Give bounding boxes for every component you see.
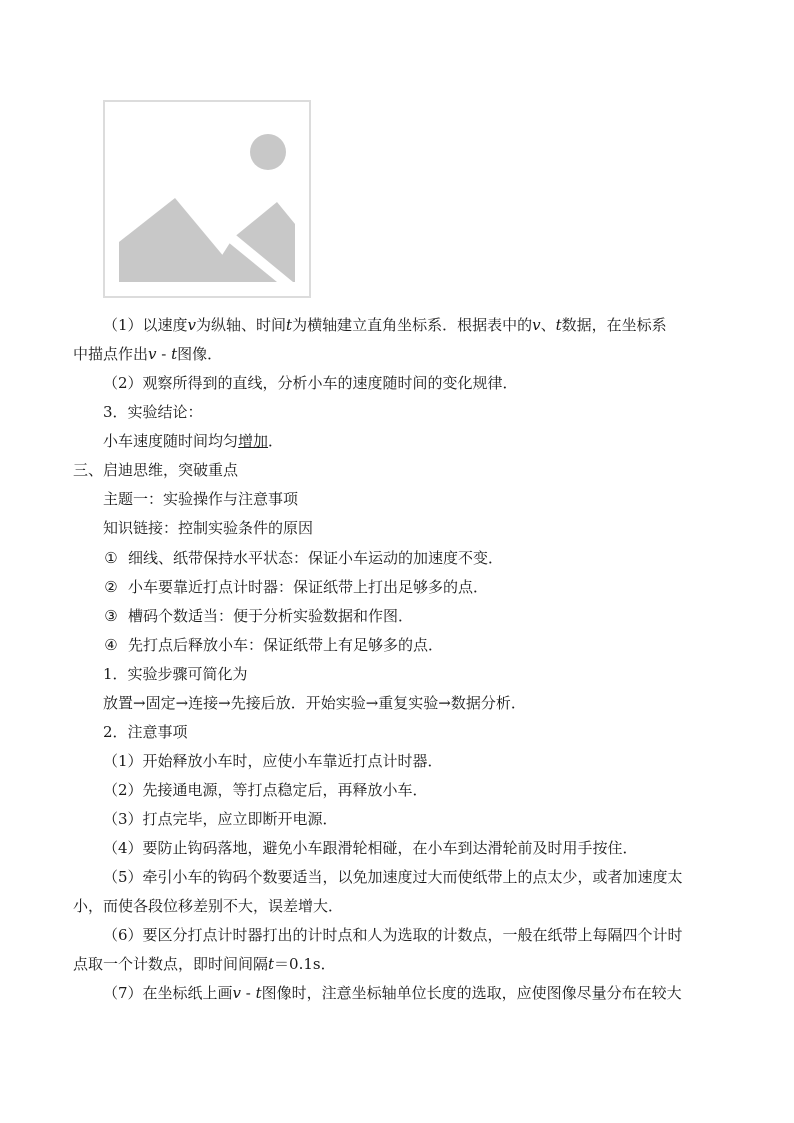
knowledge-link: 知识链接：控制实验条件的原因 [103, 519, 314, 537]
section-heading-3: 三、启迪思维，突破重点 [73, 461, 239, 479]
notes-title: 2．注意事项 [103, 723, 188, 741]
para-2: （2）观察所得到的直线，分析小车的速度随时间的变化规律． [103, 374, 518, 392]
note-5-line-2: 小，而使各段位移差别不大，误差增大． [73, 897, 344, 915]
heading-experiment-conclusion: 3．实验结论： [103, 403, 203, 421]
note-6-line-1: （6）要区分打点计时器打出的计时点和人为选取的计数点，一般在纸带上每隔四个计时 [103, 926, 683, 944]
note-1: （1）开始释放小车时，应使小车靠近打点计时器． [103, 752, 443, 770]
para-1-line-2: 中描点作出v - t图像． [73, 345, 223, 363]
image-placeholder-icon [105, 102, 309, 296]
reason-item: ② 小车要靠近打点计时器：保证纸带上打出足够多的点． [104, 578, 489, 596]
image-placeholder [103, 100, 311, 298]
note-4: （4）要防止钩码落地，避免小车跟滑轮相碰，在小车到达滑轮前及时用手按住． [103, 839, 638, 857]
steps-text: 放置→固定→连接→先接后放．开始实验→重复实验→数据分析． [103, 694, 526, 712]
steps-title: 1．实验步骤可简化为 [103, 665, 248, 683]
conclusion-text: 小车速度随时间均匀增加． [103, 432, 284, 450]
para-1-line-1: （1）以速度v为纵轴、时间t为横轴建立直角坐标系．根据表中的v、t数据，在坐标系 [103, 316, 667, 334]
note-5-line-1: （5）牵引小车的钩码个数要适当，以免加速度过大而使纸带上的点太少，或者加速度太 [103, 868, 683, 886]
note-3: （3）打点完毕，应立即断开电源． [103, 810, 338, 828]
reason-item: ③ 槽码个数适当：便于分析实验数据和作图． [104, 607, 414, 625]
note-7-line-1: （7）在坐标纸上画v - t图像时，注意坐标轴单位长度的选取，应使图像尽量分布在较大 [103, 984, 682, 1002]
note-6-line-2: 点取一个计数点，即时间间隔t＝0.1s． [73, 955, 336, 973]
reason-item: ① 细线、纸带保持水平状态：保证小车运动的加速度不变． [104, 549, 504, 567]
topic-1-title: 主题一：实验操作与注意事项 [103, 490, 299, 508]
note-2: （2）先接通电源，等打点稳定后，再释放小车． [103, 781, 428, 799]
reason-item: ④ 先打点后释放小车：保证纸带上有足够多的点． [104, 636, 444, 654]
